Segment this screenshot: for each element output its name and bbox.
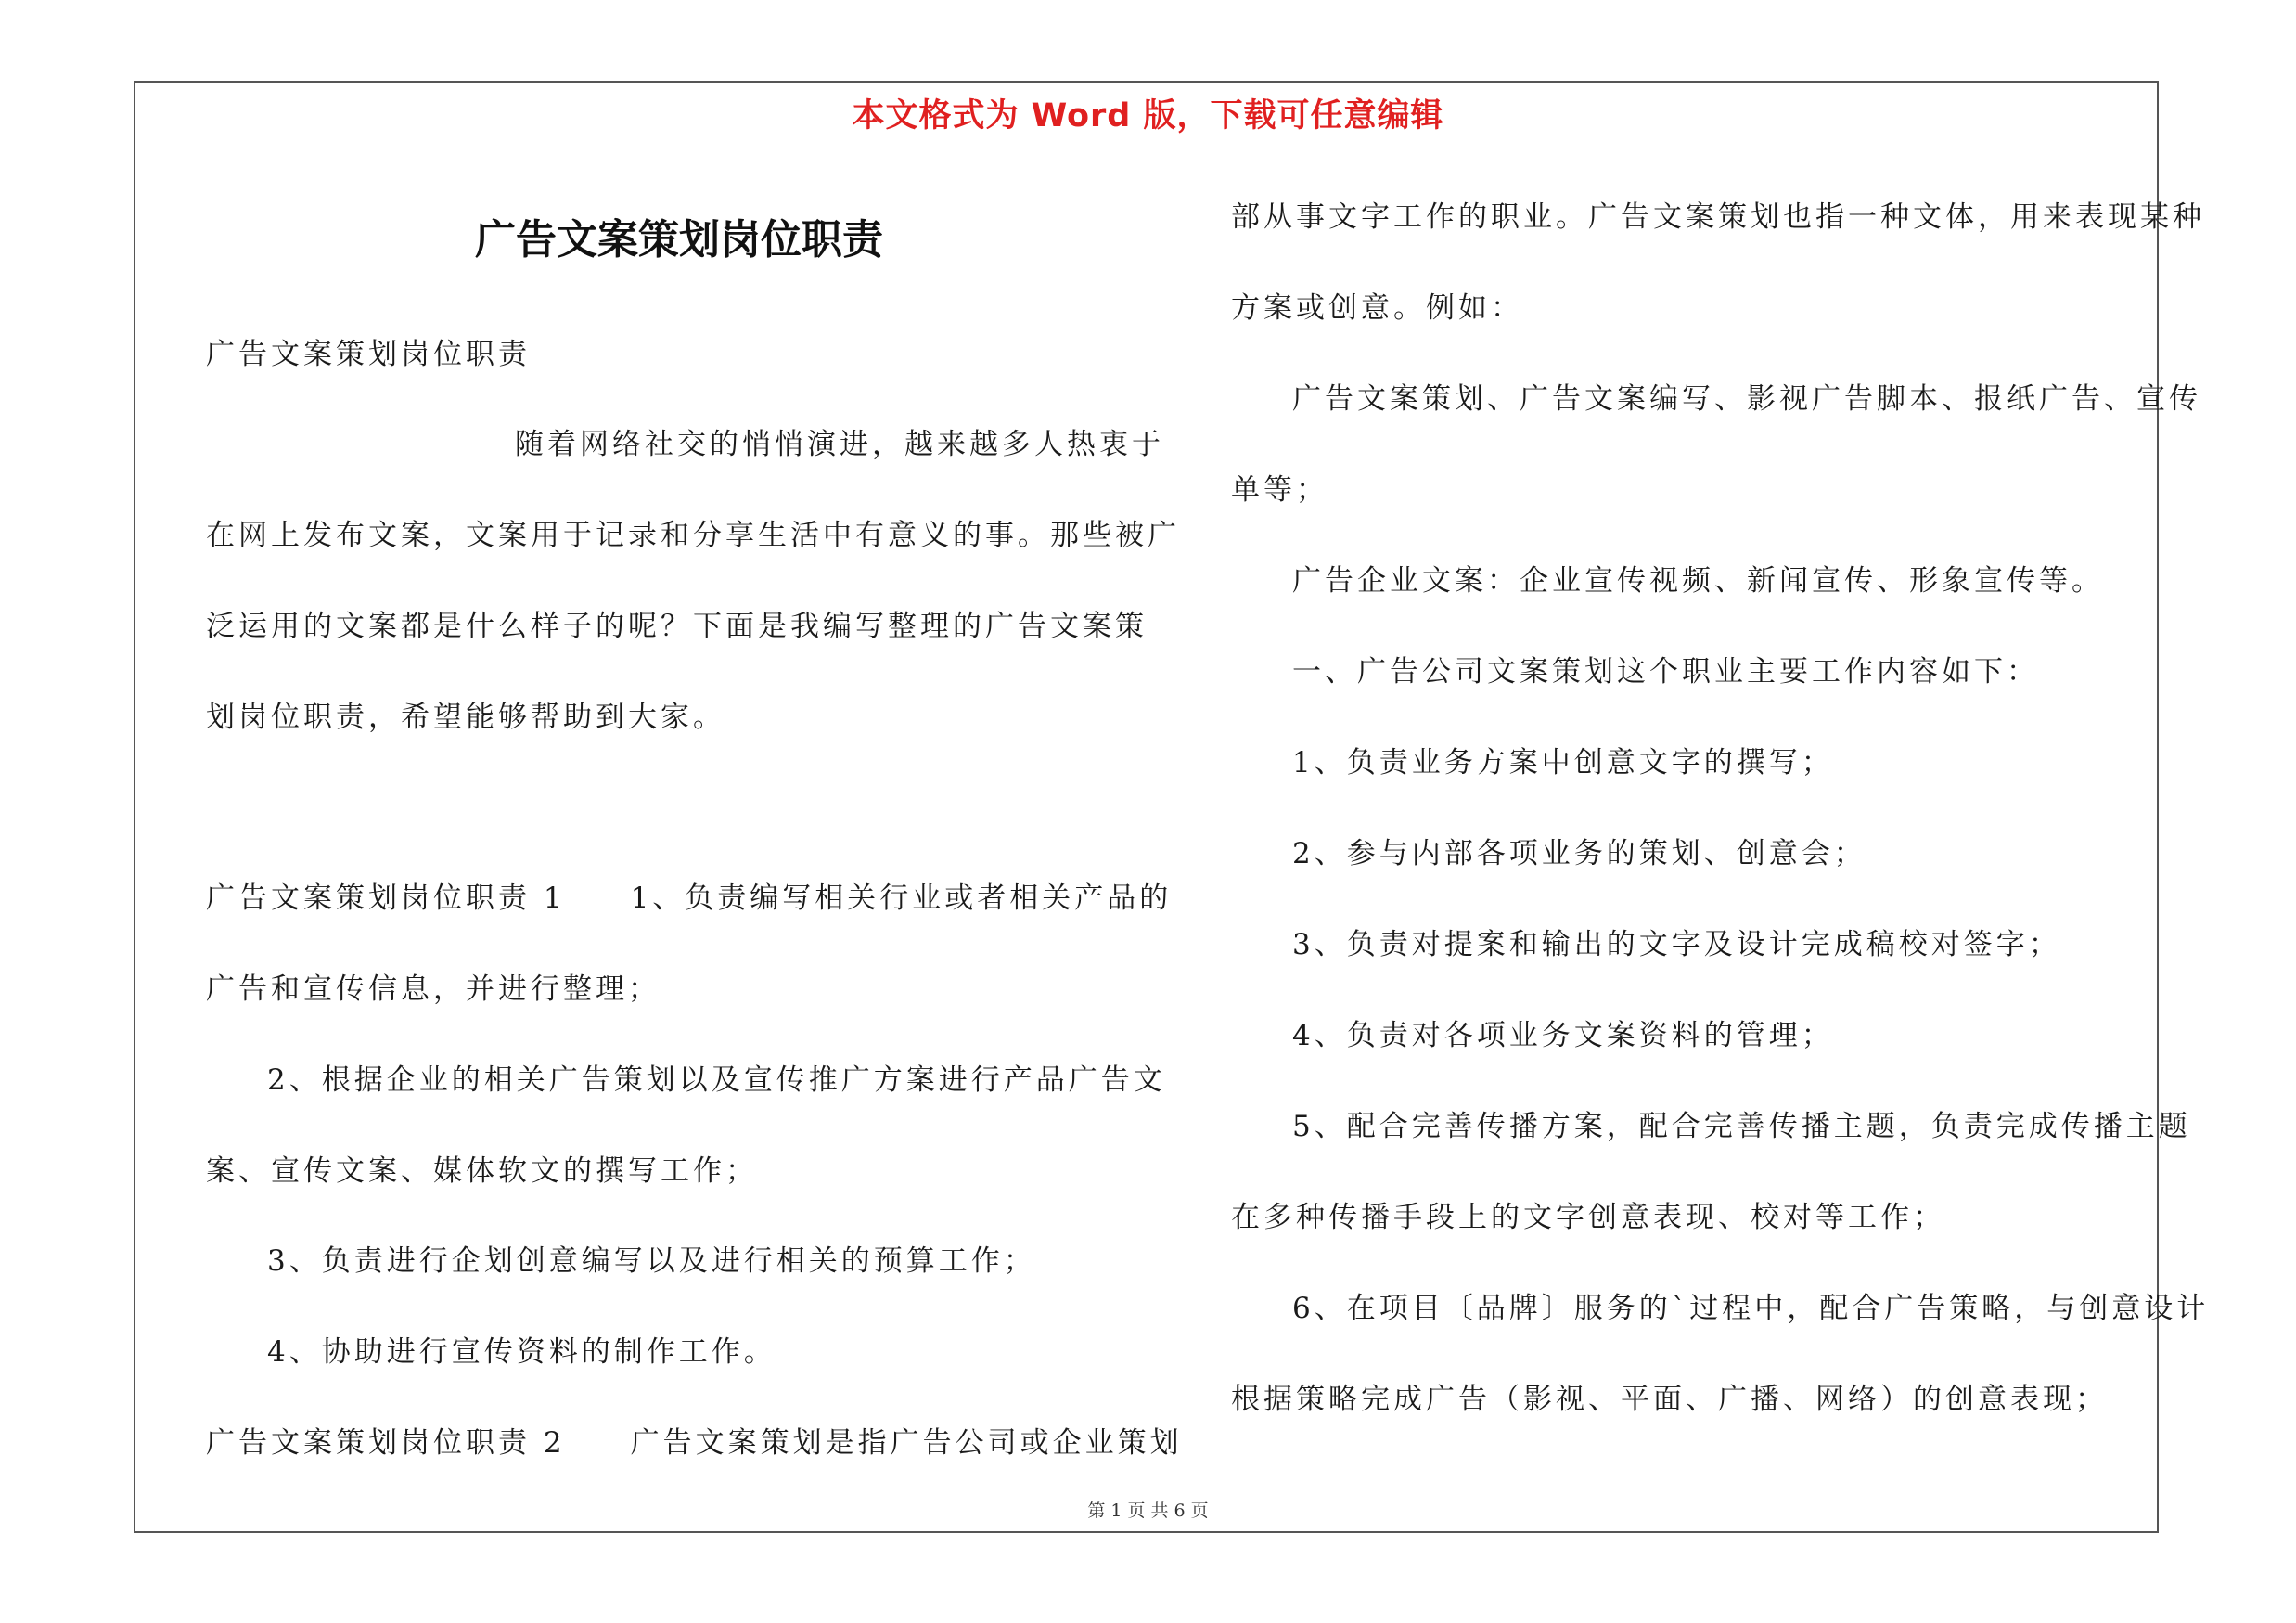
body-line: 一、广告公司文案策划这个职业主要工作内容如下： bbox=[1292, 655, 2039, 689]
body-line: 广告文案策划岗位职责 2 广告文案策划是指广告公司或企业策划 bbox=[206, 1426, 1183, 1460]
body-line: 广告和宣传信息，并进行整理； bbox=[206, 973, 661, 1006]
body-line: 广告文案策划岗位职责 1 1、负责编写相关行业或者相关产品的 bbox=[206, 882, 1173, 915]
body-line: 2、根据企业的相关广告策划以及宣传推广方案进行产品广告文 bbox=[267, 1063, 1166, 1097]
body-line: 单等； bbox=[1231, 473, 1328, 507]
body-line: 根据策略完成广告（影视、平面、广播、网络）的创意表现； bbox=[1231, 1383, 2108, 1416]
body-line: 3、负责进行企划创意编写以及进行相关的预算工作； bbox=[267, 1244, 1036, 1278]
body-line: 3、负责对提案和输出的文字及设计完成稿校对签字； bbox=[1292, 928, 2061, 961]
body-line: 案、宣传文案、媒体软文的撰写工作； bbox=[206, 1154, 758, 1188]
body-line: 广告企业文案：企业宣传视频、新闻宣传、形象宣传等。 bbox=[1292, 564, 2104, 598]
body-line: 划岗位职责，希望能够帮助到大家。 bbox=[206, 701, 725, 734]
body-line: 在网上发布文案，文案用于记录和分享生活中有意义的事。那些被广 bbox=[206, 519, 1180, 552]
body-line: 2、参与内部各项业务的策划、创意会； bbox=[1292, 837, 1866, 870]
body-line: 广告文案策划岗位职责 bbox=[206, 338, 531, 371]
format-notice-banner: 本文格式为 Word 版，下载可任意编辑 bbox=[852, 97, 1444, 135]
body-line: 泛运用的文案都是什么样子的呢？下面是我编写整理的广告文案策 bbox=[206, 610, 1148, 643]
body-line: 4、负责对各项业务文案资料的管理； bbox=[1292, 1019, 1834, 1052]
body-line: 随着网络社交的悄悄演进，越来越多人热衷于 bbox=[515, 428, 1164, 461]
body-line: 6、在项目〔品牌〕服务的`过程中，配合广告策略，与创意设计 bbox=[1292, 1292, 2210, 1325]
body-line: 方案或创意。例如： bbox=[1231, 291, 1523, 325]
body-line: 1、负责业务方案中创意文字的撰写； bbox=[1292, 746, 1834, 779]
page-number: 第 1 页 共 6 页 bbox=[1087, 1501, 1209, 1521]
body-line: 部从事文字工作的职业。广告文案策划也指一种文体，用来表现某种 bbox=[1231, 200, 2205, 234]
body-line: 5、配合完善传播方案，配合完善传播主题，负责完成传播主题 bbox=[1292, 1110, 2191, 1143]
body-line: 在多种传播手段上的文字创意表现、校对等工作； bbox=[1231, 1201, 1945, 1234]
body-line: 4、协助进行宣传资料的制作工作。 bbox=[267, 1335, 776, 1369]
body-line: 广告文案策划、广告文案编写、影视广告脚本、报纸广告、宣传 bbox=[1292, 382, 2201, 416]
document-title: 广告文案策划岗位职责 bbox=[475, 216, 883, 264]
